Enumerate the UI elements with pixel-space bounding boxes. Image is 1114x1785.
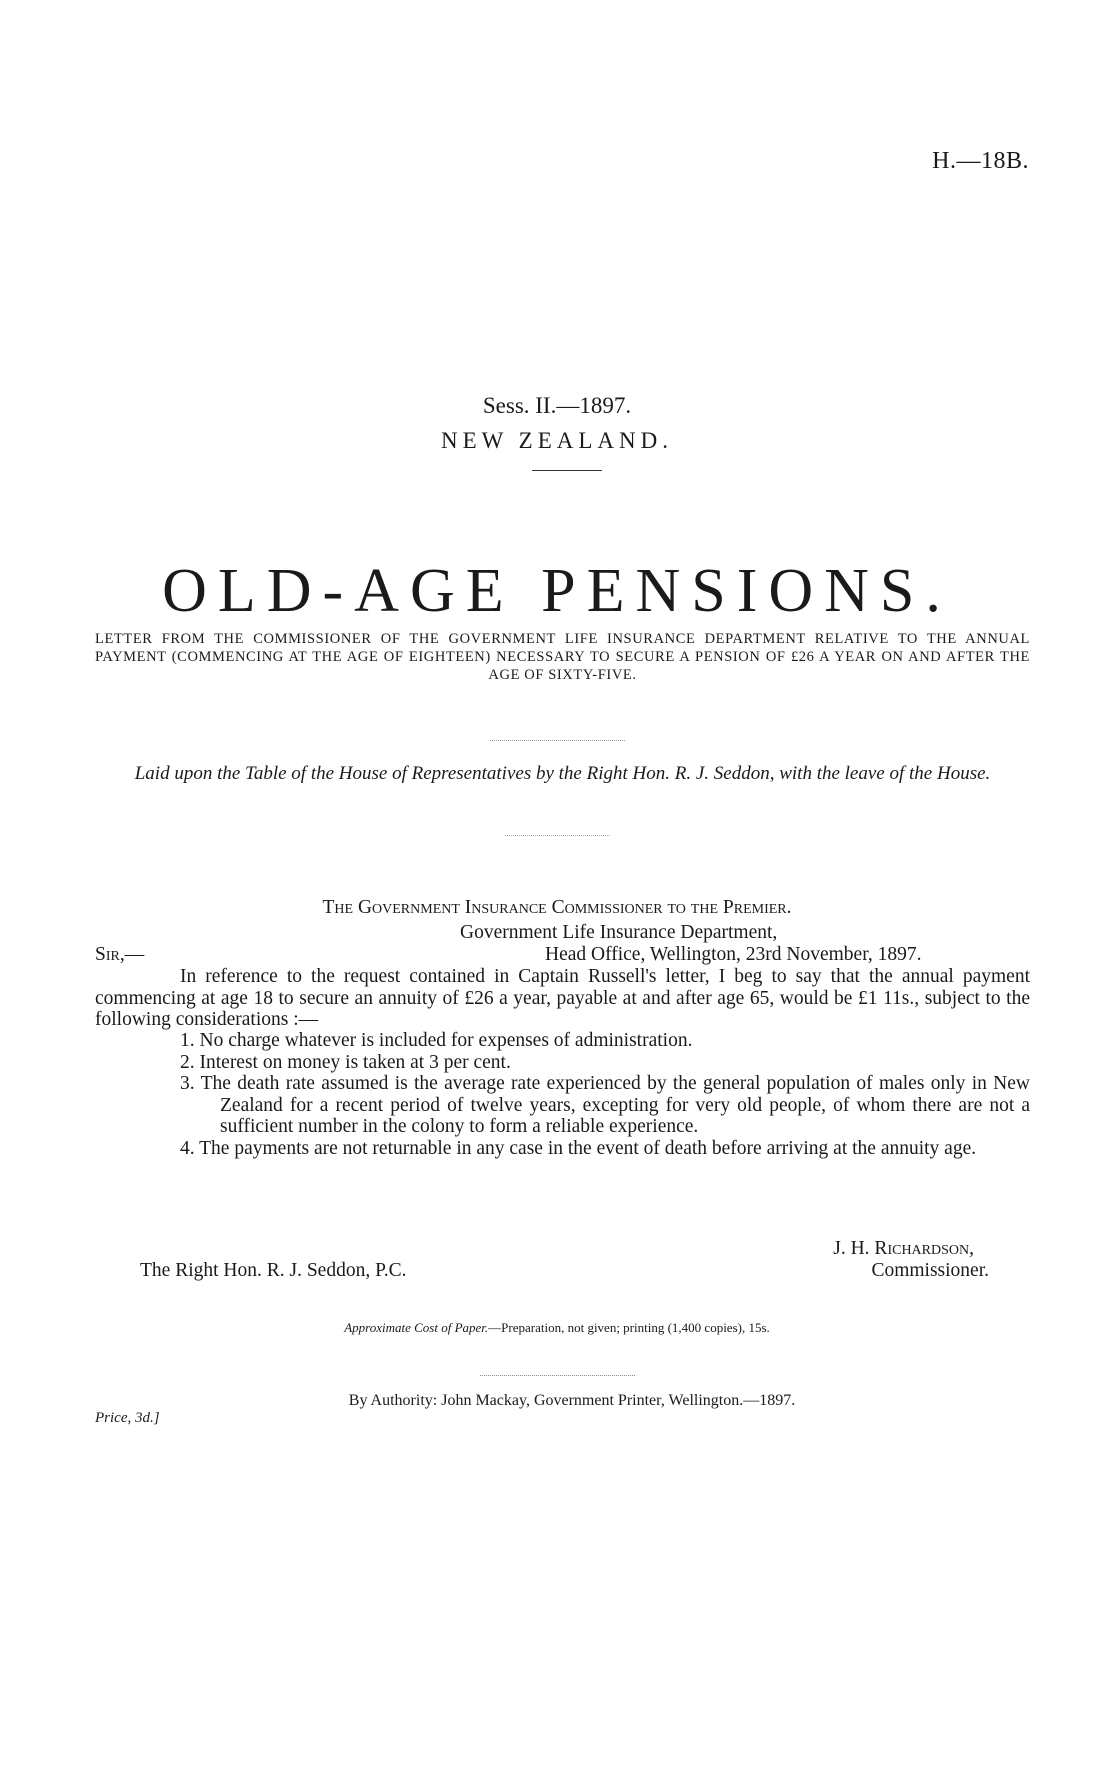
letter-address-line-1: Government Life Insurance Department, xyxy=(460,922,778,943)
addressee: The Right Hon. R. J. Seddon, P.C. xyxy=(140,1260,407,1281)
cost-text: —Preparation, not given; printing (1,400 copies), 15s. xyxy=(488,1320,770,1335)
dotted-divider xyxy=(490,740,625,741)
list-item: 2. Interest on money is taken at 3 per cent. xyxy=(180,1051,511,1073)
letter-address-line-2: Head Office, Wellington, 23rd November, 1897. xyxy=(545,944,922,965)
considerations-list xyxy=(180,1030,1030,1159)
page-title: OLD-AGE PENSIONS. xyxy=(162,557,952,625)
cost-label: Approximate Cost of Paper. xyxy=(344,1320,489,1335)
dotted-divider-3 xyxy=(480,1375,635,1376)
letter-body: In reference to the request contained in Captain Russell's letter, I beg to say that the annual payment commencing at age 18 to secure an annuity of £26 a year, payable at and after age 65, would be £1 11s., subject to the following considerations :— xyxy=(95,966,1030,1030)
list-item: 3. The death rate assumed is the average rate experienced by the general population of males only in New Zealand for a recent period of twelve years, excepting for very old people, of whom there are not a sufficient number in the colony to form a reliable experience. xyxy=(180,1073,1030,1137)
session-line: Sess. II.—1897. xyxy=(482,393,632,418)
cost-note xyxy=(0,1320,1114,1336)
letter-heading: The Government Insurance Commissioner to the Premier. xyxy=(322,897,792,918)
printer-authority: By Authority: John Mackay, Government Printer, Wellington.—1897. xyxy=(348,1392,796,1409)
price: Price, 3d.] xyxy=(95,1410,160,1426)
laid-upon-note: Laid upon the Table of the House of Representatives by the Right Hon. R. J. Seddon, with the leave of the House. xyxy=(134,763,991,784)
country-line: NEW ZEALAND. xyxy=(440,428,674,453)
letter-salutation: Sir,— xyxy=(95,944,145,965)
dotted-divider-2 xyxy=(505,835,610,836)
list-item: 1. No charge whatever is included for expenses of administration. xyxy=(180,1030,693,1051)
document-reference: H.—18B. xyxy=(932,148,1029,174)
subtitle: LETTER FROM THE COMMISSIONER OF THE GOVERNMENT LIFE INSURANCE DEPARTMENT RELATIVE TO THE ANNUAL PAYMENT (COMMENCING AT THE AGE OF EIGHTEEN) NECESSARY TO SECURE A PENSION OF £26 A YEAR ON AND AFTER THE AGE OF SIXTY-FIVE. xyxy=(95,631,1030,683)
signature-title: Commissioner. xyxy=(871,1260,989,1281)
signature: J. H. Richardson, xyxy=(833,1238,974,1259)
divider xyxy=(532,470,602,471)
list-item: 4. The payments are not returnable in any case in the event of death before arriving at the annuity age. xyxy=(180,1137,977,1159)
